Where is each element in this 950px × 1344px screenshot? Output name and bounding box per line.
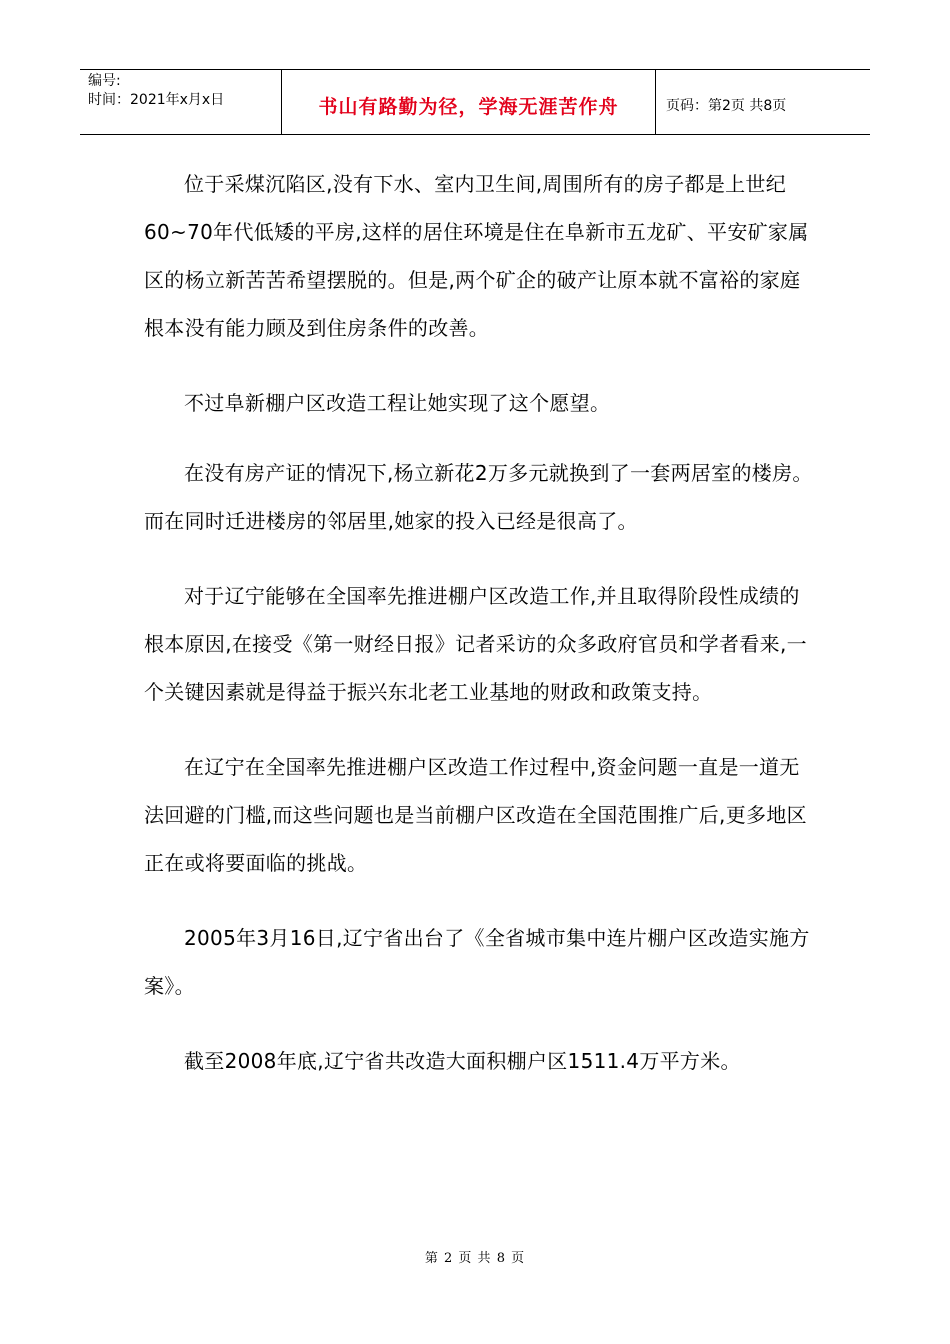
paragraph: 截至2008年底,辽宁省共改造大面积棚户区1511.4万平方米。	[184, 1049, 741, 1073]
paragraph: 位于采煤沉陷区,没有下水、室内卫生间,周围所有的房子都是上世纪60~70年代低矮的平房,这样的居住环境是住在阜新市五龙矿、平安矿家属区的杨立新苦苦希望摆脱的。但是,两个矿企的破产让原本就不富裕的家庭根本没有能力顾及到住房条件的改善。	[144, 172, 809, 340]
header-meta-cell	[80, 70, 282, 134]
header-page-info: 页码：第2页 共8页	[666, 98, 787, 114]
header-motto: 书山有路勤为径，学海无涯苦作舟	[318, 95, 619, 118]
page-footer: 第 2 页 共 8 页	[424, 1251, 526, 1266]
document-time-label: 时间：2021年x月x日	[88, 92, 225, 108]
paragraph: 不过阜新棚户区改造工程让她实现了这个愿望。	[184, 391, 611, 415]
paragraph: 在没有房产证的情况下,杨立新花2万多元就换到了一套两居室的楼房。而在同时迁进楼房的邻居里,她家的投入已经是很高了。	[144, 461, 813, 533]
document-number-label: 编号:	[88, 73, 121, 89]
paragraph: 在辽宁在全国率先推进棚户区改造工作过程中,资金问题一直是一道无法回避的门槛,而这些问题也是当前棚户区改造在全国范围推广后,更多地区正在或将要面临的挑战。	[144, 755, 807, 875]
header-page-cell	[656, 70, 870, 134]
document-body	[144, 160, 814, 1112]
document-header	[80, 69, 870, 135]
header-motto-cell	[282, 70, 656, 134]
paragraph: 对于辽宁能够在全国率先推进棚户区改造工作,并且取得阶段性成绩的根本原因,在接受《第一财经日报》记者采访的众多政府官员和学者看来,一个关键因素就是得益于振兴东北老工业基地的财政和政策支持。	[144, 584, 807, 704]
paragraph: 2005年3月16日,辽宁省出台了《全省城市集中连片棚户区改造实施方案》。	[144, 926, 810, 998]
